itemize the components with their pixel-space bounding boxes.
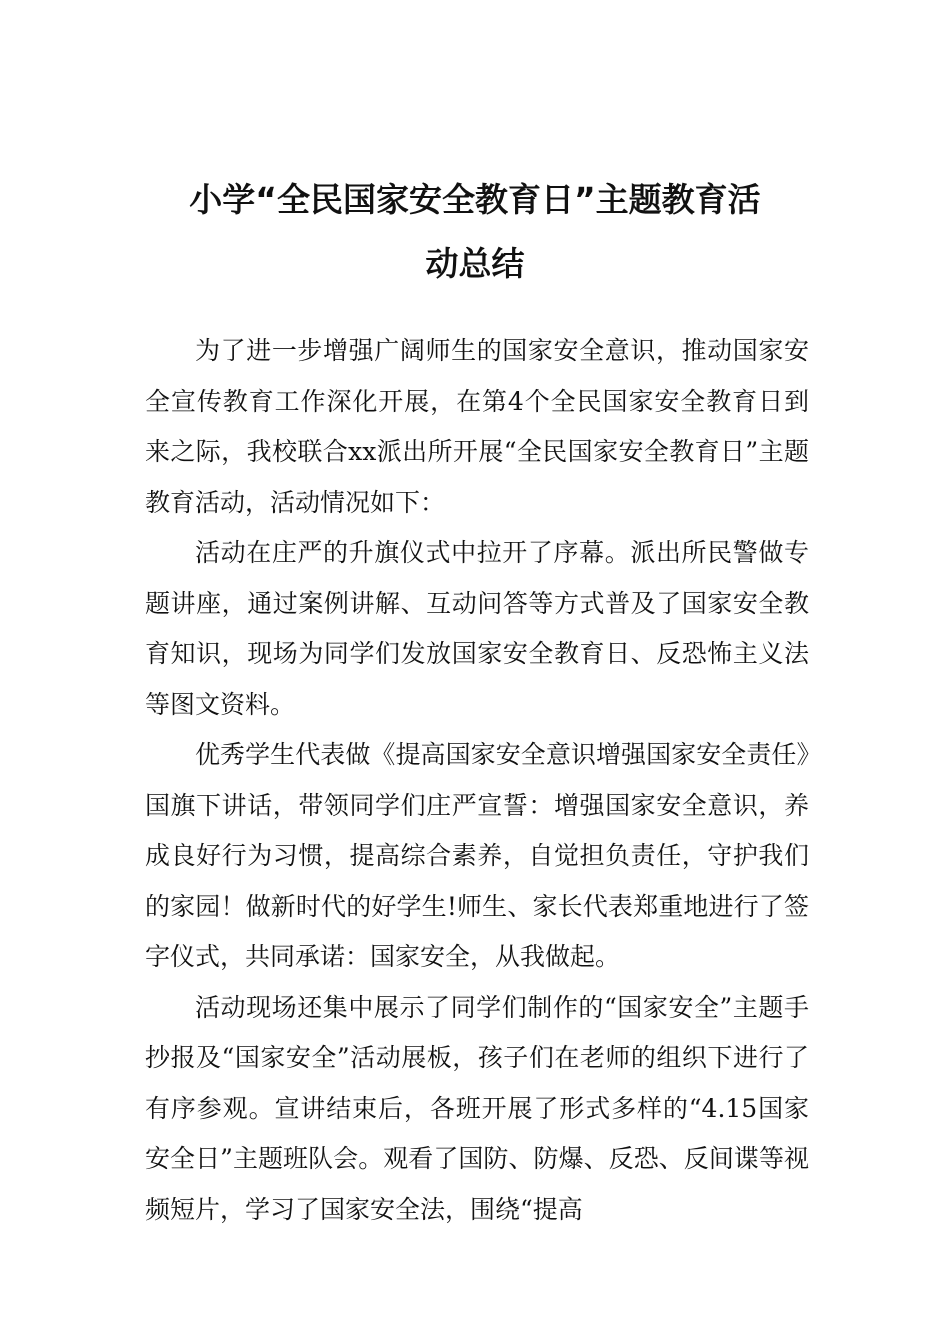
document-title-line-1: 小学“全民国家安全教育日”主题教育活 (189, 180, 761, 219)
document-title-line-2: 动总结 (425, 244, 525, 283)
document-title (120, 168, 830, 296)
document-body (145, 326, 809, 1235)
paragraph-1: 为了进一步增强广阔师生的国家安全意识，推动国家安全宣传教育工作深化开展，在第4个全民国家安全教育日到来之际，我校联合xx派出所开展“全民国家安全教育日”主题教育活动，活动情况如下： (145, 336, 809, 517)
paragraph-4: 活动现场还集中展示了同学们制作的“国家安全”主题手抄报及“国家安全”活动展板，孩子们在老师的组织下进行了有序参观。宣讲结束后，各班开展了形式多样的“4.15国家安全日”主题班队会。观看了国防、防爆、反恐、反间谍等视频短片，学习了国家安全法，围绕“提高 (145, 992, 809, 1224)
paragraph-3: 优秀学生代表做《提高国家安全意识增强国家安全责任》国旗下讲话，带领同学们庄严宣誓：增强国家安全意识，养成良好行为习惯，提高综合素养，自觉担负责任，守护我们的家园！做新时代的好学生!师生、家长代表郑重地进行了签字仪式，共同承诺：国家安全，从我做起。 (145, 740, 809, 971)
paragraph-2: 活动在庄严的升旗仪式中拉开了序幕。派出所民警做专题讲座，通过案例讲解、互动问答等方式普及了国家安全教育知识，现场为同学们发放国家安全教育日、反恐怖主义法等图文资料。 (145, 538, 809, 719)
